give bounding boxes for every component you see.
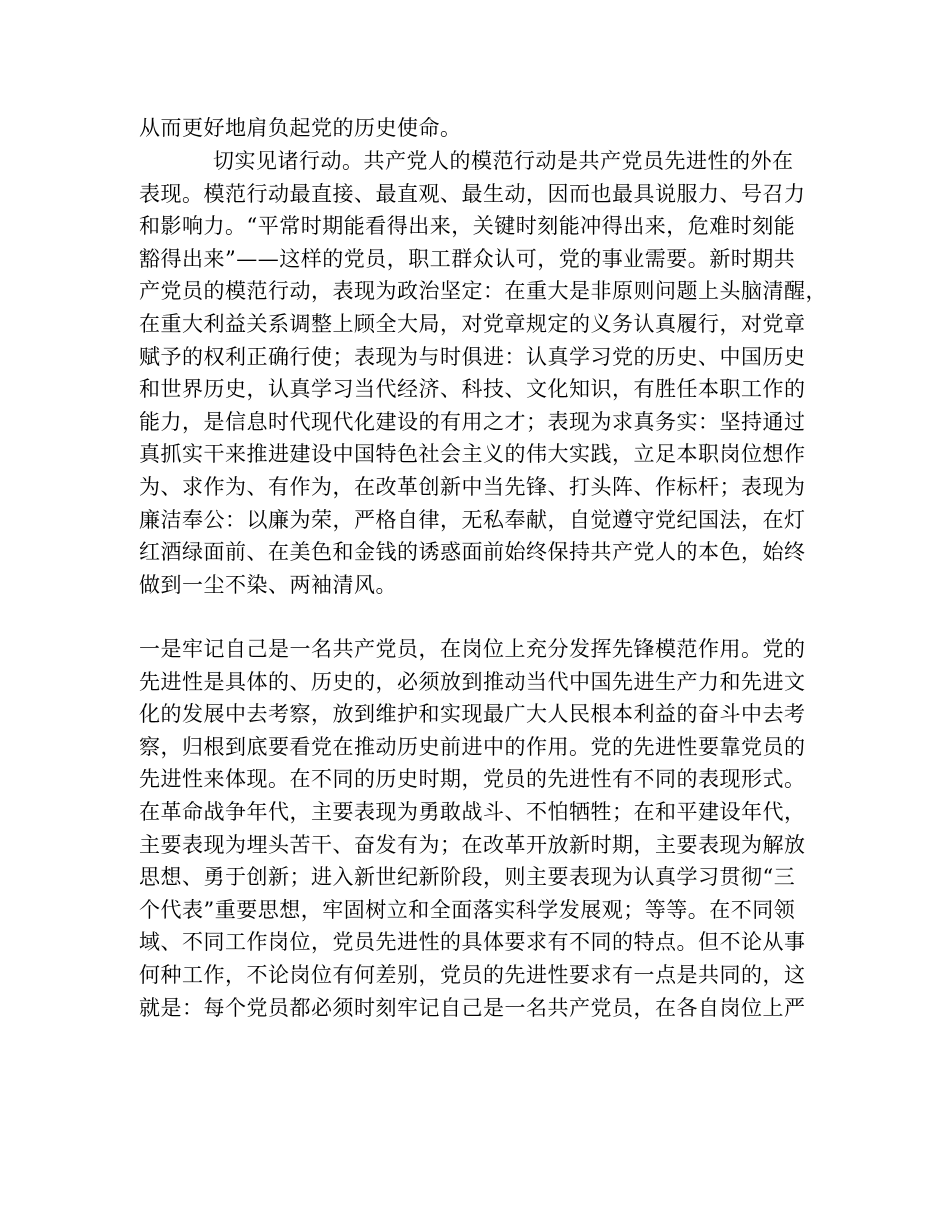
text-line: 和世界历史，认真学习当代经济、科技、文化知识，有胜任本职工作的: [139, 377, 806, 402]
text-line: 红酒绿面前、在美色和金钱的诱惑面前始终保持共产党人的本色，始终: [139, 540, 806, 565]
text-line: 化的发展中去考察，放到维护和实现最广大人民根本利益的奋斗中去考: [139, 702, 806, 727]
text-line: 主要表现为埋头苦干、奋发有为；在改革开放新时期，主要表现为解放: [139, 832, 806, 857]
text-line: 表现。模范行动最直接、最直观、最生动，因而也最具说服力、号召力: [139, 181, 806, 206]
text-line: 和影响力。“平常时期能看得出来，关键时刻能冲得出来，危难时刻能: [139, 214, 796, 239]
text-line: 真抓实干来推进建设中国特色社会主义的伟大实践，立足本职岗位想作: [139, 442, 806, 467]
text-line: 个代表”重要思想，牢固树立和全面落实科学发展观；等等。在不同领: [139, 897, 796, 922]
text-line: 先进性来体现。在不同的历史时期，党员的先进性有不同的表现形式。: [139, 767, 806, 792]
text-line: 思想、勇于创新；进入新世纪新阶段，则主要表现为认真学习贯彻“三: [139, 865, 796, 890]
text-line: 就是：每个党员都必须时刻牢记自己是一名共产党员，在各自岗位上严: [139, 995, 806, 1020]
text-line: 为、求作为、有作为，在改革创新中当先锋、打头阵、作标杆；表现为: [139, 474, 806, 499]
paragraph-first-point: [139, 633, 827, 1024]
text-line-indented: 切实见诸行动。共产党人的模范行动是共产党员先进性的外在: [213, 149, 794, 173]
text-line: 做到一尘不染、两袖清风。: [139, 572, 397, 597]
text-line: 能力，是信息时代现代化建设的有用之才；表现为求真务实：坚持通过: [139, 409, 806, 434]
text-line: 产党员的模范行动，表现为政治坚定：在重大是非原则问题上头脑清醒，: [139, 279, 827, 304]
paragraph-action: [139, 145, 827, 601]
text-line: 赋予的权利正确行使；表现为与时俱进：认真学习党的历史、中国历史: [139, 344, 806, 369]
paragraph-continuation: [139, 112, 827, 145]
text-line: 先进性是具体的、历史的，必须放到推动当代中国先进生产力和先进文: [139, 669, 806, 694]
text-line: 察，归根到底要看党在推动历史前进中的作用。党的先进性要靠党员的: [139, 734, 806, 759]
text-line: 从而更好地肩负起党的历史使命。: [139, 116, 462, 140]
text-line: 在革命战争年代，主要表现为勇敢战斗、不怕牺牲；在和平建设年代，: [139, 799, 806, 824]
text-line: 一是牢记自己是一名共产党员，在岗位上充分发挥先锋模范作用。党的: [139, 637, 806, 661]
text-line: 在重大利益关系调整上顾全大局，对党章规定的义务认真履行，对党章: [139, 311, 806, 336]
text-line: 豁得出来”——这样的党员，职工群众认可，党的事业需要。新时期共: [139, 246, 796, 271]
text-line: 廉洁奉公：以廉为荣，严格自律，无私奉献，自觉遵守党纪国法，在灯: [139, 507, 806, 532]
text-line: 何种工作，不论岗位有何差别，党员的先进性要求有一点是共同的，这: [139, 962, 806, 987]
text-line: 域、不同工作岗位，党员先进性的具体要求有不同的特点。但不论从事: [139, 930, 806, 955]
